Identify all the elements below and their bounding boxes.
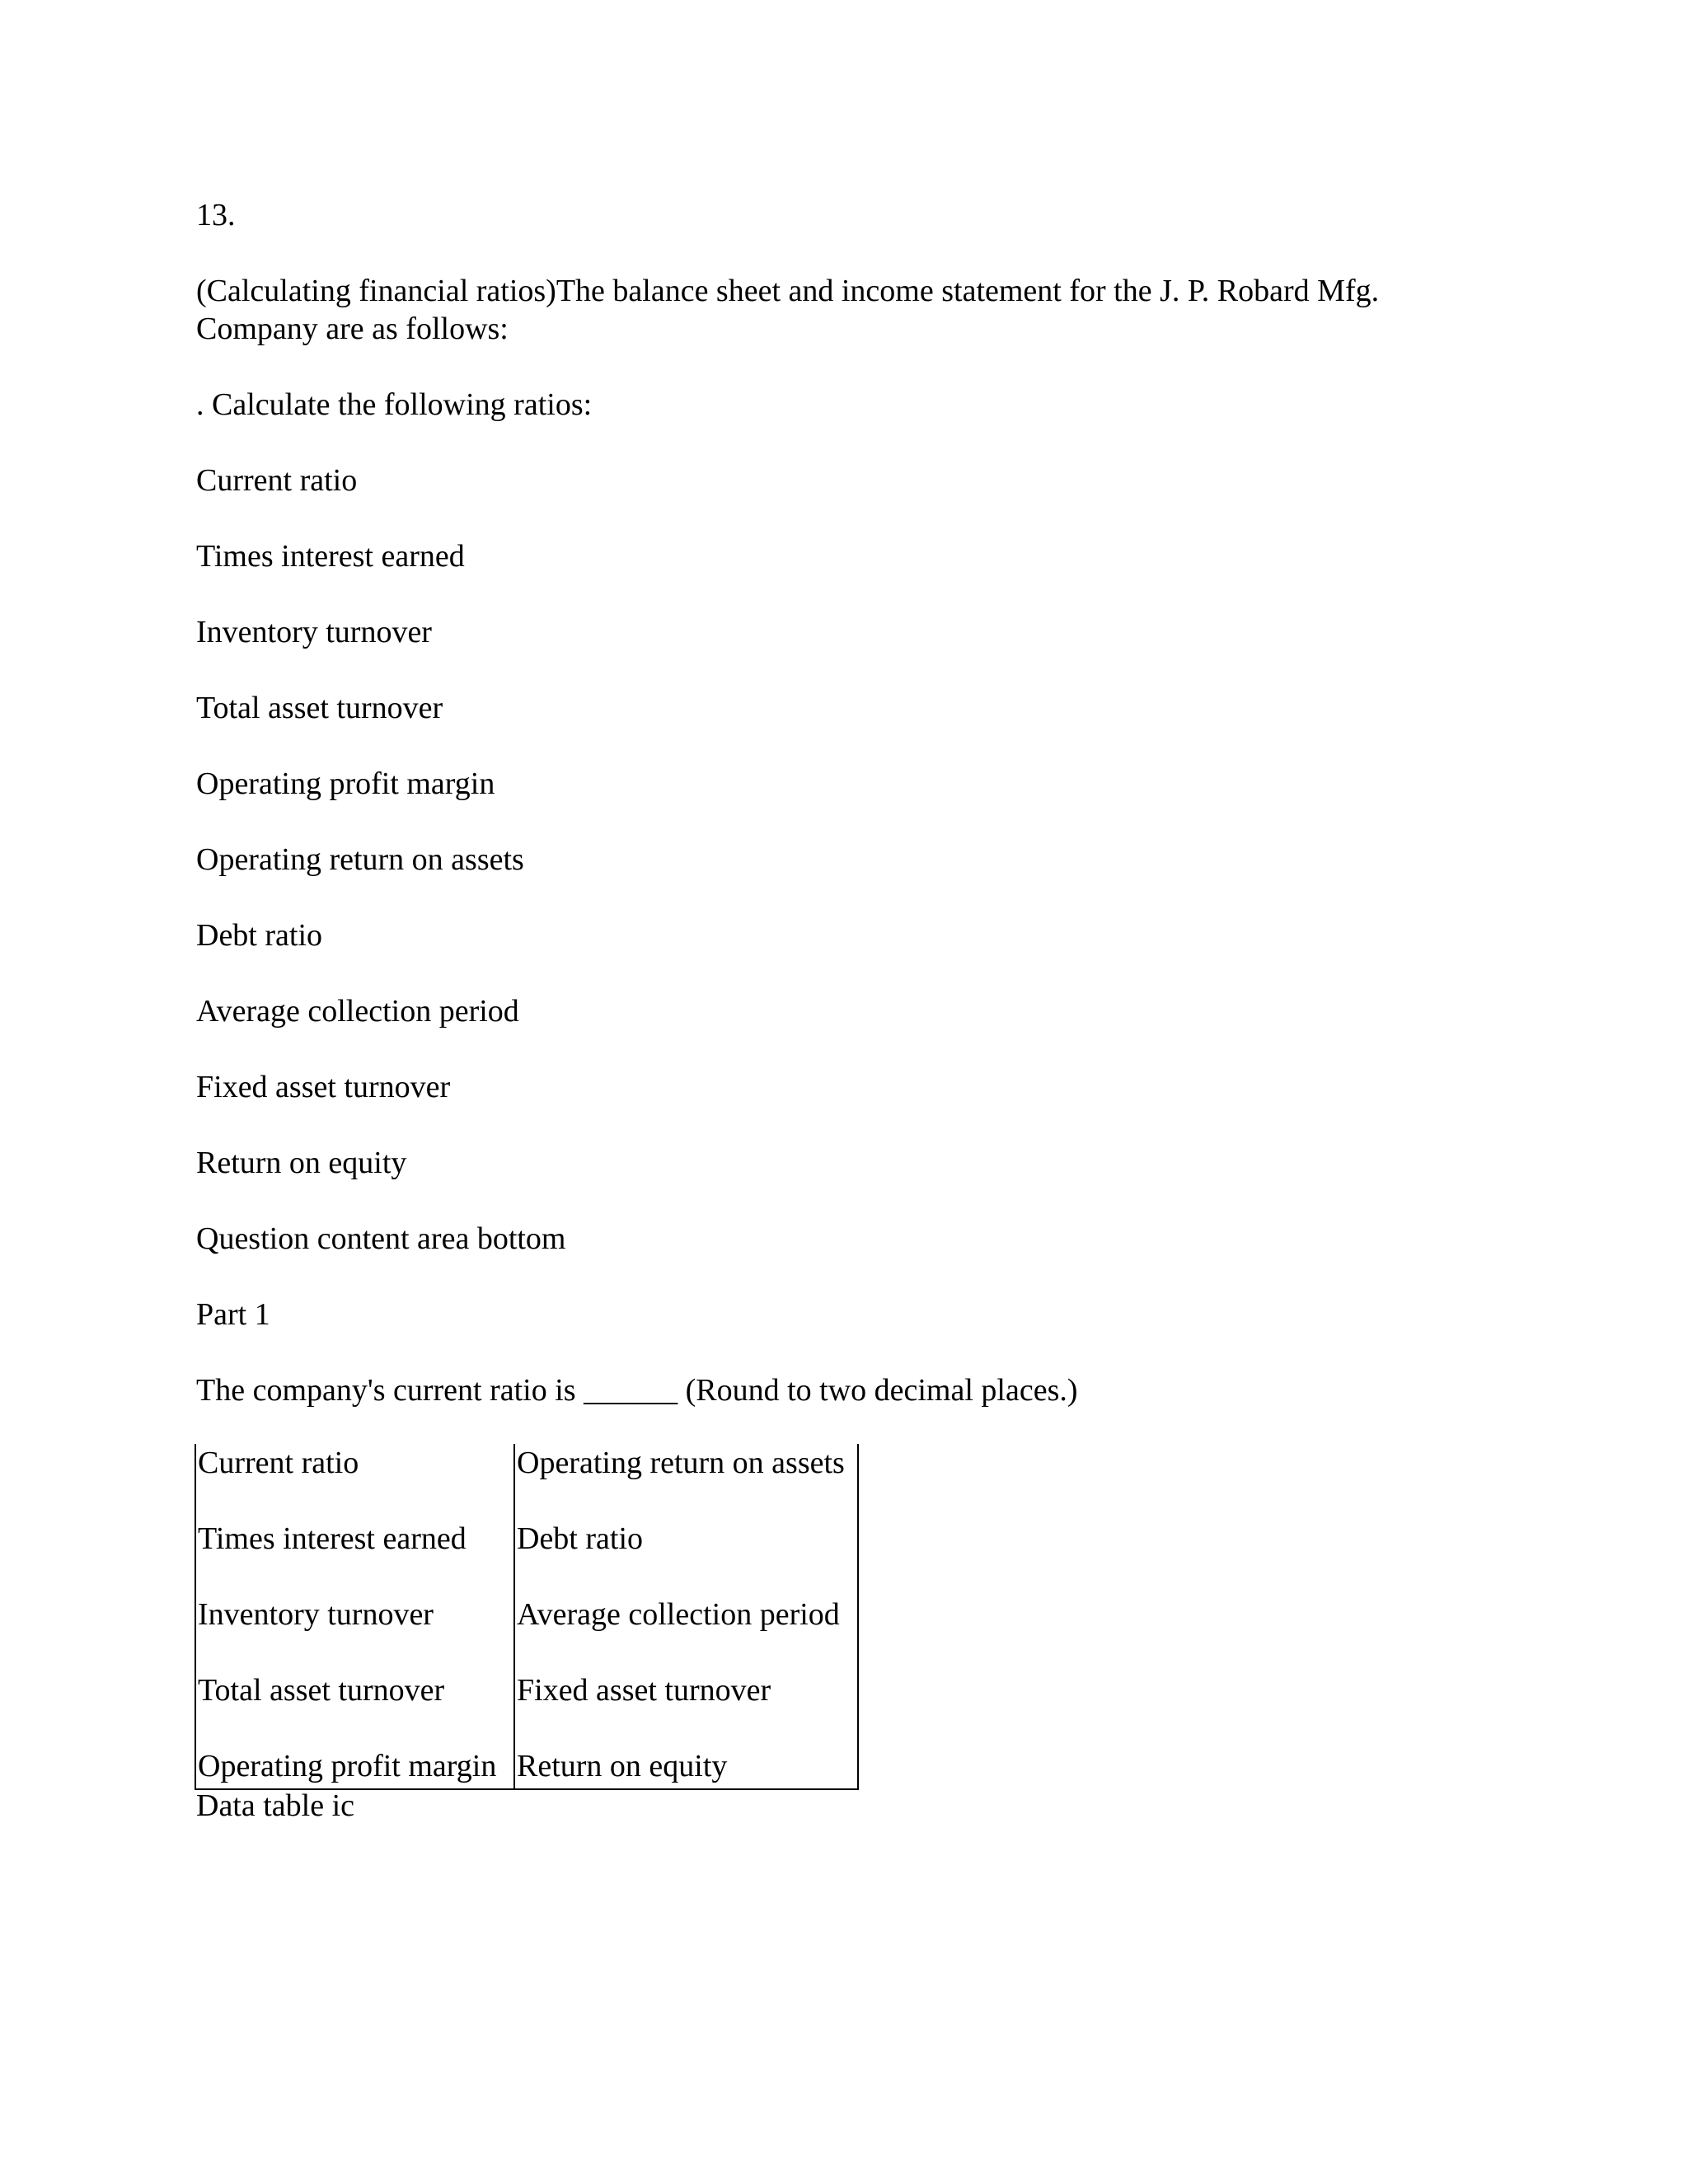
table-cell: Return on equity xyxy=(517,1749,728,1783)
ratio-item: Operating profit margin xyxy=(196,766,495,801)
table-cell: Current ratio xyxy=(195,1444,514,1520)
table-row xyxy=(195,1520,858,1596)
table-cell: Average collection period xyxy=(517,1597,840,1632)
ratio-item: Operating return on assets xyxy=(196,842,524,877)
question-instruction: . Calculate the following ratios: xyxy=(196,387,593,422)
ratio-item: Return on equity xyxy=(196,1146,407,1180)
ratio-item: Fixed asset turnover xyxy=(196,1070,451,1104)
ratio-item: Total asset turnover xyxy=(196,691,443,725)
table-cell: Times interest earned xyxy=(195,1520,514,1596)
question-intro-line-1: (Calculating financial ratios)The balance sheet and income statement for the J. P. Robard Mfg. xyxy=(196,274,1380,308)
part-label: Part 1 xyxy=(196,1297,270,1332)
table-row xyxy=(195,1444,858,1520)
ratio-item: Debt ratio xyxy=(196,918,323,953)
table-row xyxy=(195,1747,858,1789)
table-cell: Debt ratio xyxy=(517,1521,644,1556)
ratio-item: Times interest earned xyxy=(196,539,465,574)
table-cell: Operating profit margin xyxy=(195,1747,514,1789)
ratio-table xyxy=(195,1444,859,1790)
question-prompt: The company's current ratio is ______ (Round to two decimal places.) xyxy=(196,1373,1078,1408)
table-cell: Operating return on assets xyxy=(517,1446,845,1480)
ratio-item: Average collection period xyxy=(196,994,519,1029)
table-cell: Total asset turnover xyxy=(195,1671,514,1747)
question-number: 13. xyxy=(196,198,236,232)
table-row xyxy=(195,1671,858,1747)
content-area-label: Question content area bottom xyxy=(196,1221,566,1256)
ratio-item: Current ratio xyxy=(196,463,358,498)
table-cell: Inventory turnover xyxy=(195,1596,514,1671)
ratio-item: Inventory turnover xyxy=(196,615,432,649)
table-row xyxy=(195,1596,858,1671)
table-cell: Fixed asset turnover xyxy=(517,1673,771,1708)
question-intro-line-2: Company are as follows: xyxy=(196,312,509,346)
table-caption: Data table ic xyxy=(196,1788,355,1823)
